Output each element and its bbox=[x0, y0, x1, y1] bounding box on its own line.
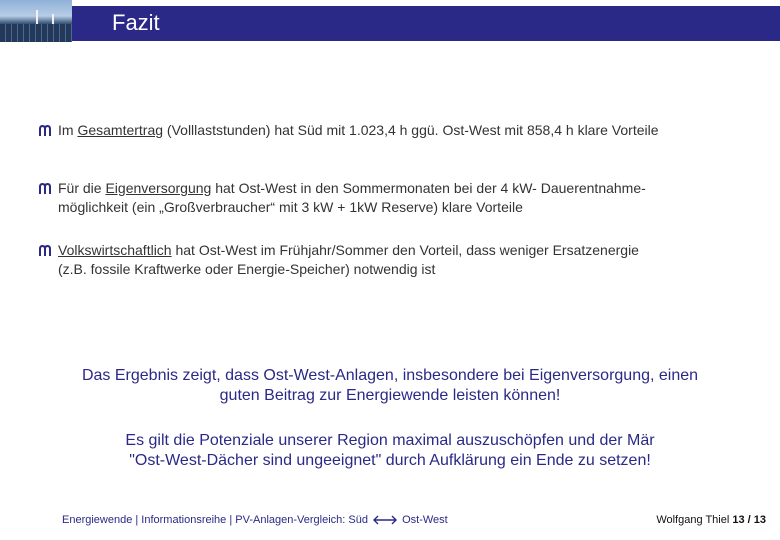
bullet-item: Für die Eigenversorgung hat Ost-West in den Sommermonaten bei der 4 kW- Dauerentnahme- möglichkeit (ein „Großverbraucher“ mit 3 kW + 1kW Reserve) klare Vorteile bbox=[36, 179, 646, 217]
bullet-item: Volkswirtschaftlich hat Ost-West im Frühjahr/Sommer den Vorteil, dass weniger Ersatzenergie (z.B. fossile Kraftwerke oder Energie-Speicher) notwendig ist bbox=[36, 241, 639, 279]
conclusion-statement: Das Ergebnis zeigt, dass Ost-West-Anlagen, insbesondere bei Eigenversorgung, einen guten Beitrag zur Energiewende leisten können! bbox=[81, 367, 699, 404]
underlined-term: Gesamtertrag bbox=[77, 122, 164, 138]
double-arrow-icon bbox=[373, 515, 397, 525]
solar-panels-icon bbox=[0, 24, 72, 42]
bullet-marker-icon bbox=[39, 183, 51, 195]
author-name: Wolfgang Thiel bbox=[656, 514, 730, 526]
underlined-term: Volkswirtschaftlich bbox=[58, 242, 172, 258]
bullet-marker-icon bbox=[39, 125, 51, 137]
underlined-term: Eigenversorgung bbox=[105, 180, 212, 196]
page-number: 13 / 13 bbox=[732, 514, 766, 526]
header-photo-solar-wind bbox=[0, 0, 72, 42]
footer-author-page bbox=[656, 514, 766, 526]
slide-header bbox=[0, 0, 780, 42]
call-to-action: Es gilt die Potenziale unserer Region maximal auszuschöpfen und der Mär "Ost-West-Dächer sind ungeeignet" durch Aufklärung ein Ende zu setzen! bbox=[125, 432, 655, 469]
bullet-item: Im Gesamtertrag (Volllaststunden) hat Süd mit 1.023,4 h ggü. Ost-West mit 858,4 h klare Vorteile bbox=[36, 121, 659, 140]
slide-title: Fazit bbox=[112, 10, 160, 35]
footer-series-info: Energiewende | Informationsreihe | PV-Anlagen-Vergleich: Süd Ost-West bbox=[62, 514, 448, 526]
header-bar bbox=[72, 6, 780, 41]
bullet-marker-icon bbox=[39, 245, 51, 257]
